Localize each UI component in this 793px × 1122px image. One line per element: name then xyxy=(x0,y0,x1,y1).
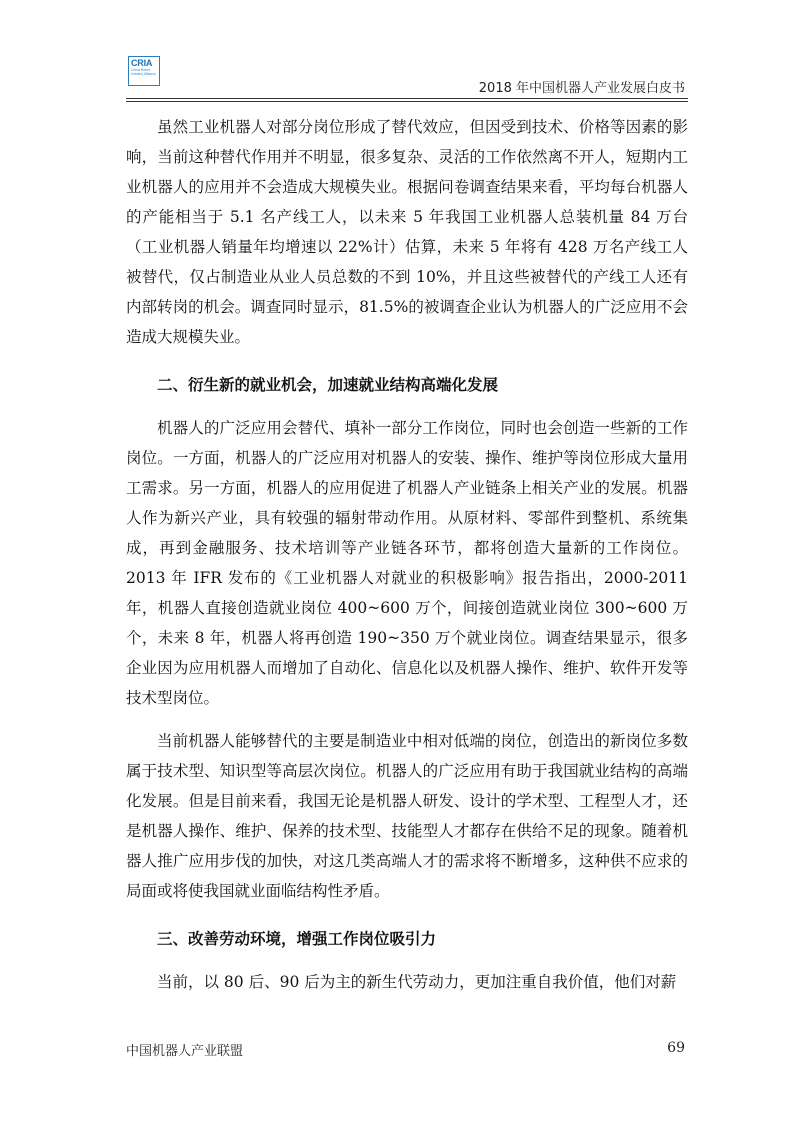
logo-text: CRIA xyxy=(131,58,153,68)
page-body xyxy=(126,112,688,997)
paragraph-job-structure: 当前机器人能够替代的主要是制造业中相对低端的岗位，创造出的新岗位多数属于技术型、知识型等高层次岗位。机器人的广泛应用有助于我国就业结构的高端化发展。但是目前来看，我国无论是机器人研发、设计的学术型、工程型人才，还是机器人操作、维护、保养的技术型、技能型人才都存在供给不足的现象。随着机器人推广应用步伐的加快，对这几类高端人才的需求将不断增多，这种供不应求的局面或将使我国就业面临结构性矛盾。 xyxy=(126,732,688,900)
header-rule xyxy=(126,98,688,99)
section-heading-new-jobs: 二、衍生新的就业机会，加速就业结构高端化发展 xyxy=(157,376,499,394)
logo-subtext: China Robot Industry Alliance xyxy=(131,68,156,76)
section-heading-work-environment: 三、改善劳动环境，增强工作岗位吸引力 xyxy=(157,930,437,948)
header-title: 2018 年中国机器人产业发展白皮书 xyxy=(478,81,685,96)
paragraph-new-jobs: 机器人的广泛应用会替代、填补一部分工作岗位，同时也会创造一些新的工作岗位。一方面，机器人的广泛应用对机器人的安装、操作、维护等岗位形成大量用工需求。另一方面，机器人的应用促进了机器人产业链条上相关产业的发展。机器人作为新兴产业，具有较强的辐射带动作用。从原材料、零部件到整机、系统集成，再到金融服务、技术培训等产业链各环节，都将创造大量新的工作岗位。2013 年 IFR 发布的《工业机器人对就业的积极影响》报告指出，2000-2011 年，机器人直接创造就业岗位 400~600 万个，间接创造就业岗位 300~600 万个，未来 8 年，机器人将再创造 190~350 万个就业岗位。调查结果显示，很多企业因为应用机器人而增加了自动化、信息化以及机器人操作、维护、软件开发等技术型岗位。 xyxy=(126,419,688,707)
footer-organization: 中国机器人产业联盟 xyxy=(126,1044,244,1059)
paragraph-new-generation-labor: 当前，以 80 后、90 后为主的新生代劳动力，更加注重自我价值，他们对薪 xyxy=(157,973,677,991)
header-rule-secondary xyxy=(126,101,688,102)
paragraph-employment-impact: 虽然工业机器人对部分岗位形成了替代效应，但因受到技术、价格等因素的影响，当前这种替代作用并不明显，很多复杂、灵活的工作依然离不开人，短期内工业机器人的应用并不会造成大规模失业。根据问卷调查结果来看，平均每台机器人的产能相当于 5.1 名产线工人，以未来 5 年我国工业机器人总装机量 84 万台（工业机器人销量年均增速以 22%计）估算，未来 5 年将有 428 万名产线工人被替代，仅占制造业从业人员总数的不到 10%，并且这些被替代的产线工人还有内部转岗的机会。调查同时显示，81.5%的被调查企业认为机器人的广泛应用不会造成大规模失业。 xyxy=(126,118,688,346)
cria-logo xyxy=(128,56,160,86)
page-number: 69 xyxy=(667,1040,685,1056)
